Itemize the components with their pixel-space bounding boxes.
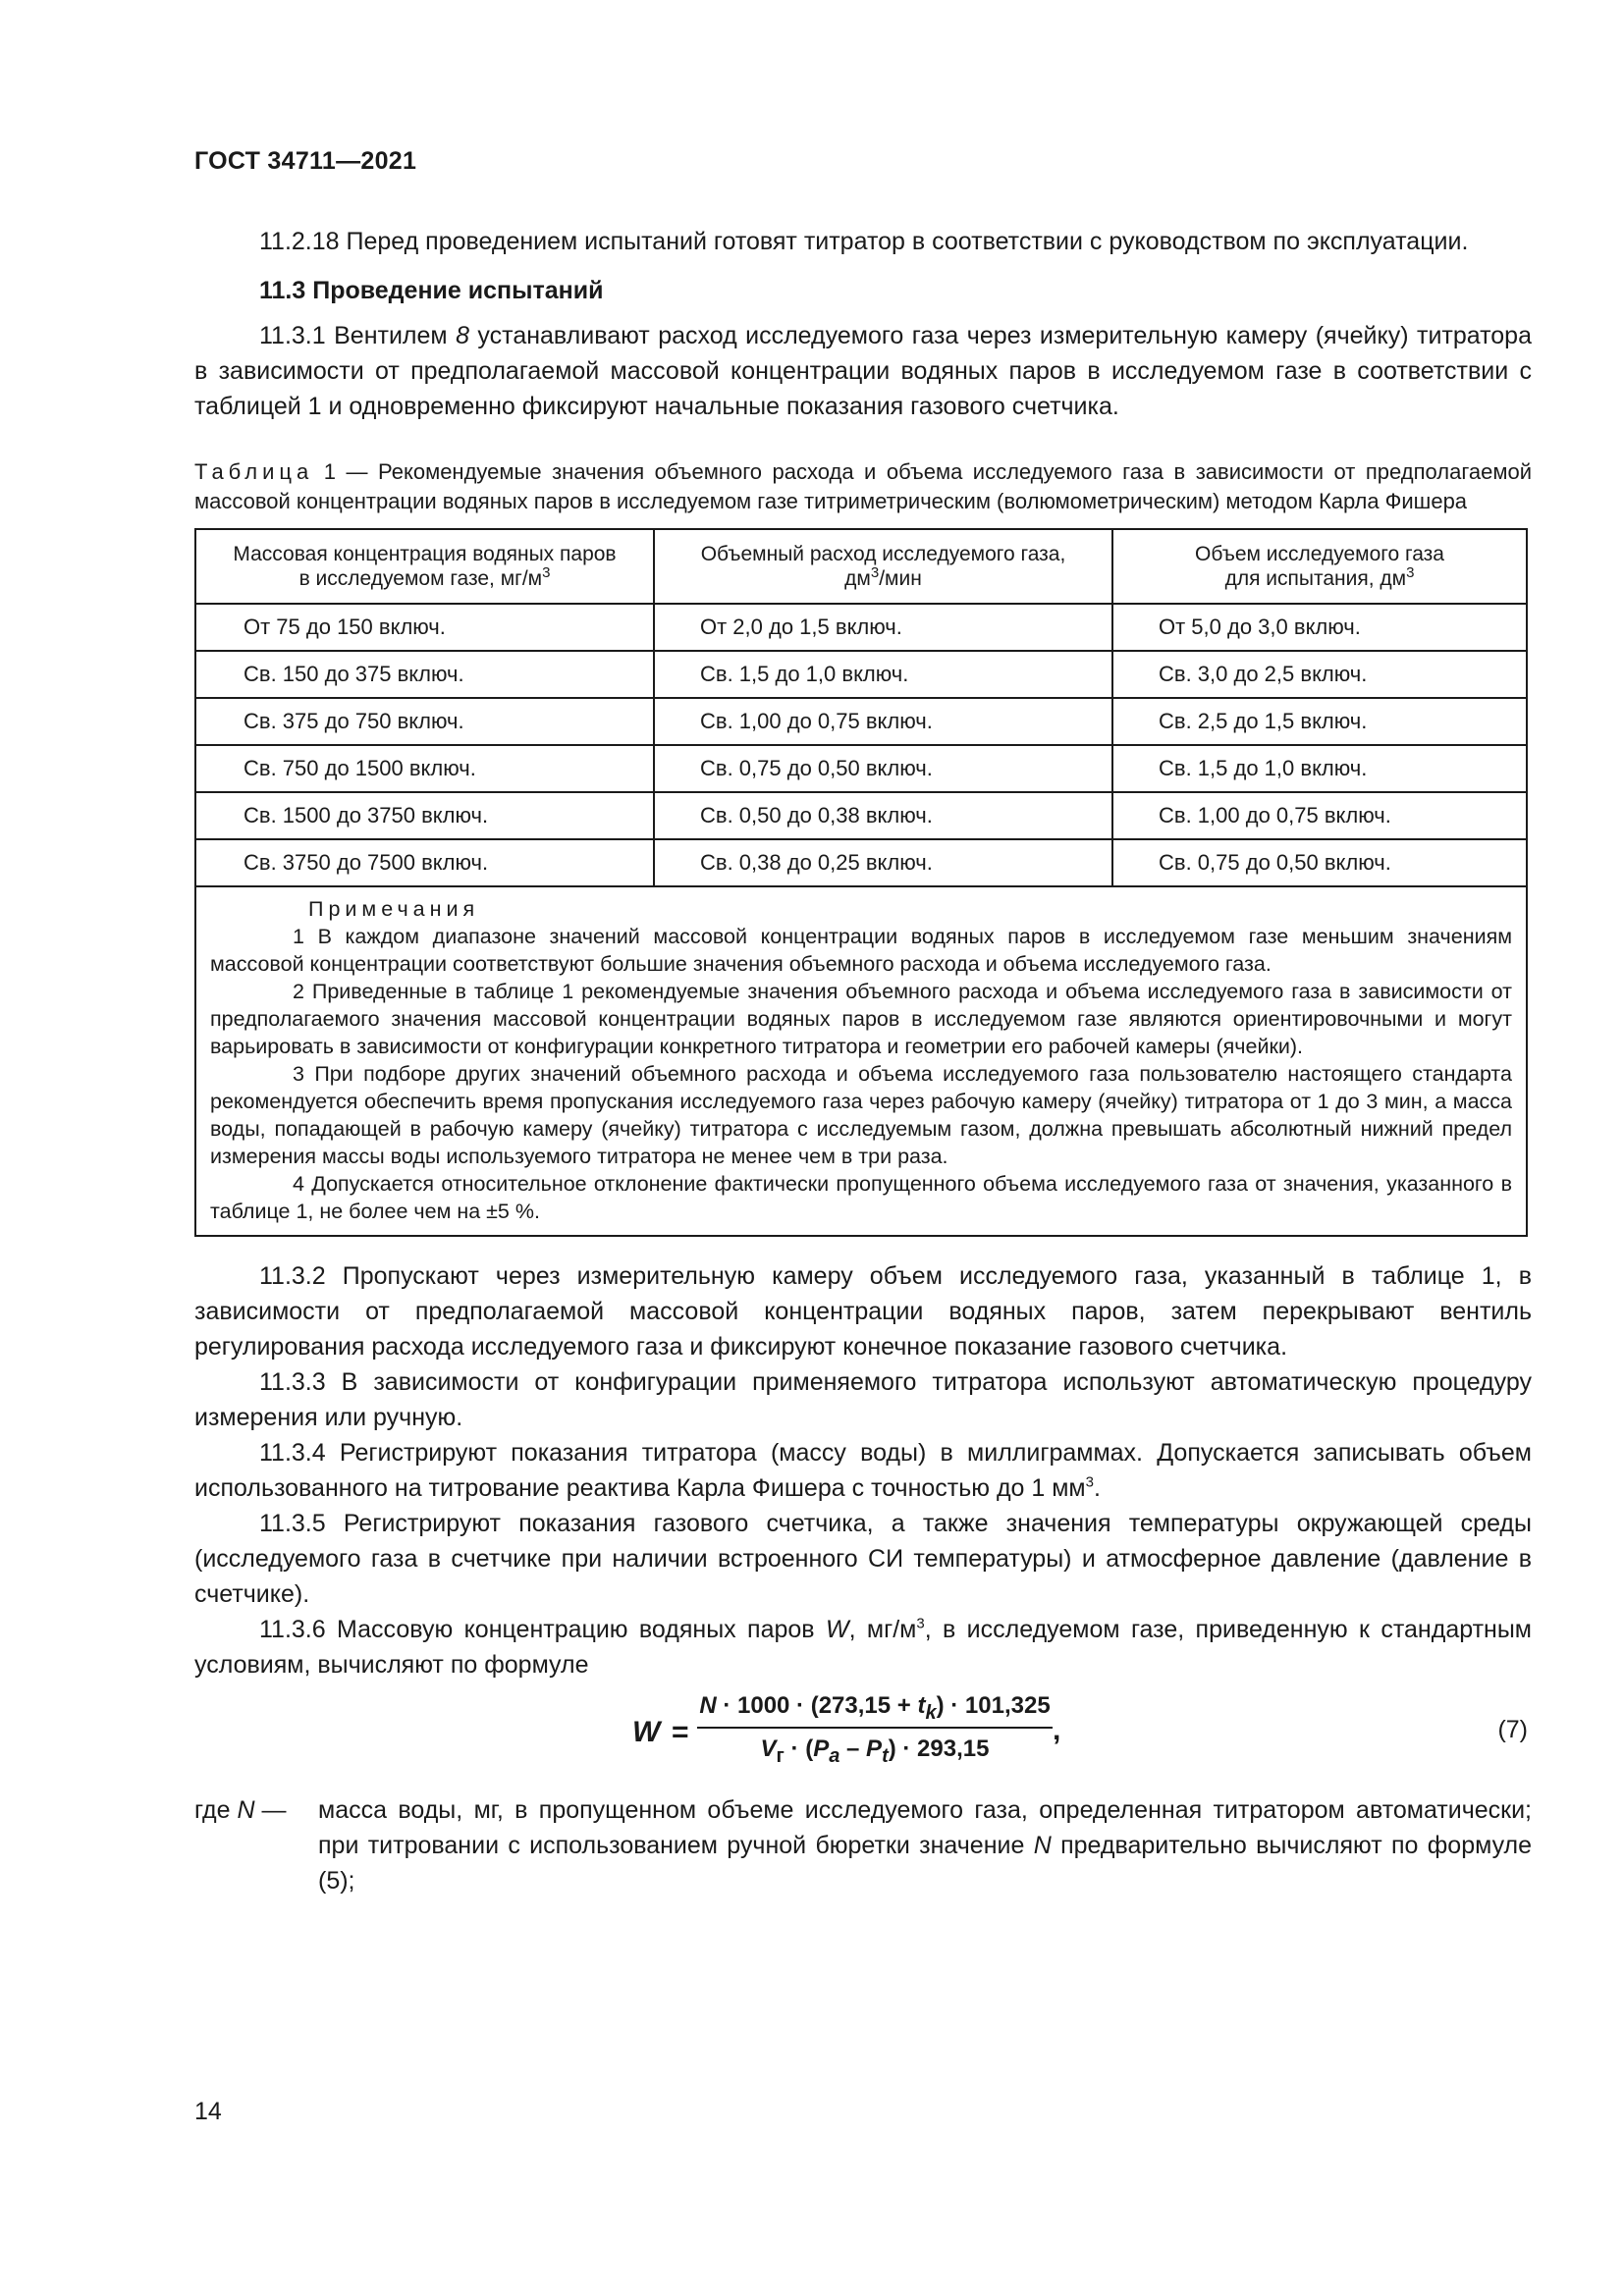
formula-numerator: $N \cdot 1000 \cdot (273,15 + t_k) \cdot 101,325$ [697, 1692, 1053, 1729]
table-header-volume: Объем исследуемого газа для испытания, $дм^3$ [1112, 529, 1527, 604]
table-cell: Св. 1,00 до 0,75 включ. [654, 698, 1112, 745]
table-cell: Св. 3,0 до 2,5 включ. [1112, 651, 1527, 698]
table-cell: Св. 0,75 до 0,50 включ. [654, 745, 1112, 792]
table-row [195, 745, 1527, 792]
table-row [195, 839, 1527, 886]
table-row [195, 792, 1527, 839]
table-cell: Св. 0,50 до 0,38 включ. [654, 792, 1112, 839]
where-clause [194, 1792, 1532, 1898]
table-header-concentration: Массовая концентрация водяных паров в исследуемом газе, $мг/м^3$ [195, 529, 654, 604]
table-row [195, 698, 1527, 745]
table-caption-text: 1 — Рекомендуемые значения объемного расхода и объема исследуемого газа в зависимости от предполагаемой массовой концентрации водяных паров в исследуемом газе титриметрическим (волюмометрическим) методом Карла Фишера [194, 459, 1532, 513]
table-cell: Св. 1500 до 3750 включ. [195, 792, 654, 839]
formula-equals: = [672, 1716, 689, 1748]
table-header-row [195, 529, 1527, 604]
where-label: где N — [194, 1796, 287, 1824]
document-header: ГОСТ 34711—2021 [194, 147, 417, 175]
table-cell: От 75 до 150 включ. [195, 604, 654, 651]
note-item: 4 Допускается относительное отклонение фактически пропущенного объема исследуемого газа от значения, указанного в таблице 1, не более чем на ±5 %. [210, 1172, 1512, 1223]
formula-number: (7) [1497, 1716, 1528, 1743]
table-row [195, 651, 1527, 698]
paragraph-11-2-18: 11.2.18 Перед проведением испытаний готовят титратор в соответствии с руководством по эксплуатации. [259, 228, 1469, 255]
formula-denominator: $V_г \cdot (P_a - P_t) \cdot 293,15$ [760, 1735, 990, 1767]
table-cell: Св. 3750 до 7500 включ. [195, 839, 654, 886]
note-item: 1 В каждом диапазоне значений массовой концентрации водяных паров в исследуемом газе меньшим значениям массовой концентрации соответствуют большие значения объемного расхода и объема исследуемого газа. [210, 925, 1512, 976]
paragraph-11-3-1: 11.3.1 Вентилем 8 устанавливают расход исследуемого газа через измерительную камеру (ячейку) титратора в зависимости от предполагаемой массовой концентрации водяных паров в исследуемом газе в соответствии с таблицей 1 и одновременно фиксируют начальные показания газового счетчика. [194, 322, 1532, 420]
table-cell: От 5,0 до 3,0 включ. [1112, 604, 1527, 651]
table-cell: Св. 0,38 до 0,25 включ. [654, 839, 1112, 886]
formula-comma: , [1053, 1714, 1061, 1746]
paragraph-11-3-6: 11.3.6 Массовую концентрацию водяных паров W, $мг/м^3$, в исследуемом газе, приведенную к стандартным условиям, вычисляют по формуле [194, 1615, 1532, 1679]
table-cell: От 2,0 до 1,5 включ. [654, 604, 1112, 651]
table-header-flow-rate: Объемный расход исследуемого газа, $дм^3$/мин [654, 529, 1112, 604]
paragraph-11-3-3: 11.3.3 В зависимости от конфигурации применяемого титратора используют автоматическую процедуру измерения или ручную. [194, 1368, 1532, 1431]
note-item: 3 При подборе других значений объемного расхода и объема исследуемого газа пользователю настоящего стандарта рекомендуется обеспечить время пропускания исследуемого газа через рабочую камеру (ячейку) титратора от 1 до 3 мин, а масса воды, попадающей в рабочую камеру (ячейку) титратора с исследуемым газом, должна превышать абсолютный нижний предел измерения массы воды используемого титратора не менее чем в три раза. [210, 1062, 1512, 1168]
table-cell: Св. 1,5 до 1,0 включ. [654, 651, 1112, 698]
paragraph-11-3-5: 11.3.5 Регистрируют показания газового счетчика, а также значения температуры окружающей среды (исследуемого газа в счетчике при наличии встроенного СИ температуры) и атмосферное давление (давление в счетчике). [194, 1510, 1532, 1608]
formula-7 [194, 1686, 1532, 1792]
data-table [194, 528, 1528, 1237]
table-cell: Св. 1,5 до 1,0 включ. [1112, 745, 1527, 792]
table-caption-label: Таблица [194, 459, 314, 484]
table-row [195, 604, 1527, 651]
paragraph-11-3-2: 11.3.2 Пропускают через измерительную камеру объем исследуемого газа, указанный в таблице 1, в зависимости от предполагаемой массовой концентрации водяных паров, затем перекрывают вентиль регулирования расхода исследуемого газа и фиксируют конечное показание газового счетчика. [194, 1262, 1532, 1361]
table-caption [194, 457, 1532, 516]
table-cell: Св. 2,5 до 1,5 включ. [1112, 698, 1527, 745]
table-notes [195, 886, 1527, 1236]
table-cell: Св. 750 до 1500 включ. [195, 745, 654, 792]
document-body [194, 224, 1532, 1898]
note-item: 2 Приведенные в таблице 1 рекомендуемые значения объемного расхода и объема исследуемого газа в зависимости от предполагаемого значения массовой концентрации водяных паров в исследуемом газе являются ориентировочными и могут варьировать в зависимости от конфигурации конкретного титратора и геометрии его рабочей камеры (ячейки). [210, 980, 1512, 1058]
table-cell: Св. 0,75 до 0,50 включ. [1112, 839, 1527, 886]
notes-title: Примечания [308, 897, 480, 921]
table-cell: Св. 150 до 375 включ. [195, 651, 654, 698]
where-definition: масса воды, мг, в пропущенном объеме исследуемого газа, определенная титратором автоматически; при титровании с использованием ручной бюретки значение N предварительно вычисляют по формуле (5); [318, 1796, 1533, 1895]
table-notes-row [195, 886, 1527, 1236]
section-title: 11.3 Проведение испытаний [259, 277, 604, 304]
table-cell: Св. 375 до 750 включ. [195, 698, 654, 745]
formula-lhs: W [632, 1716, 661, 1748]
paragraph-11-3-4: 11.3.4 Регистрируют показания титратора (массу воды) в миллиграммах. Допускается записывать объем использованного на титрование реактива Карла Фишера с точностью до 1 $мм^3$. [194, 1439, 1532, 1502]
page-number: 14 [194, 2098, 222, 2125]
table-cell: Св. 1,00 до 0,75 включ. [1112, 792, 1527, 839]
